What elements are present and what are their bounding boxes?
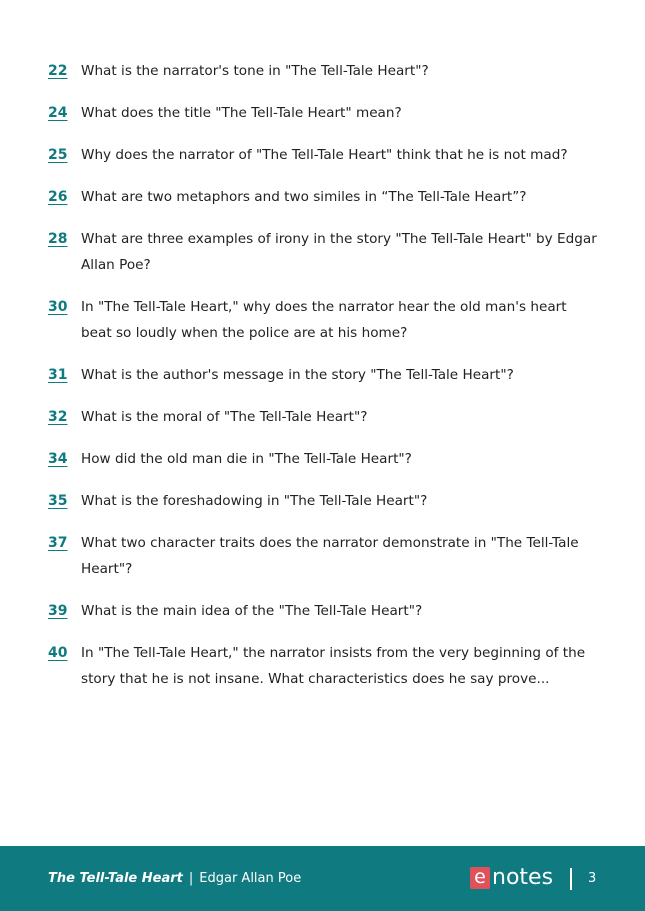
list-item [48, 100, 608, 126]
list-item [48, 640, 608, 692]
question-text: In "The Tell-Tale Heart," the narrator insists from the very beginning of the story that he is not insane. What characteristics does he say prove... [81, 645, 586, 687]
footer-separator: | [188, 871, 194, 886]
question-number-link[interactable]: 34 [48, 451, 68, 467]
question-number-link[interactable]: 24 [48, 105, 68, 121]
question-text: What is the main idea of the "The Tell-Tale Heart"? [81, 603, 423, 619]
footer-divider [570, 868, 572, 890]
question-number-link[interactable]: 40 [48, 645, 68, 661]
question-text: What is the narrator's tone in "The Tell-Tale Heart"? [81, 63, 429, 79]
question-number-link[interactable]: 22 [48, 63, 68, 79]
logo-wordmark: notes [492, 865, 554, 890]
question-text: Why does the narrator of "The Tell-Tale Heart" think that he is not mad? [81, 147, 568, 163]
page-number: 3 [588, 871, 597, 886]
list-item [48, 142, 608, 168]
list-item [48, 446, 608, 472]
list-item [48, 226, 608, 278]
question-text: What does the title "The Tell-Tale Heart" mean? [81, 105, 402, 121]
question-number-link[interactable]: 31 [48, 367, 68, 383]
question-number-link[interactable]: 30 [48, 299, 68, 315]
question-text: In "The Tell-Tale Heart," why does the narrator hear the old man's heart beat so loudly when the police are at his home? [81, 299, 567, 341]
question-number-link[interactable]: 32 [48, 409, 68, 425]
question-text: What is the foreshadowing in "The Tell-Tale Heart"? [81, 493, 428, 509]
author-name: Edgar Allan Poe [199, 871, 302, 886]
footer-citation [48, 870, 301, 888]
list-item [48, 598, 608, 624]
question-number-link[interactable]: 28 [48, 231, 68, 247]
question-number-link[interactable]: 25 [48, 147, 68, 163]
question-number-link[interactable]: 37 [48, 535, 68, 551]
question-number-link[interactable]: 39 [48, 603, 68, 619]
book-title: The Tell-Tale Heart [48, 871, 183, 886]
list-item [48, 58, 608, 84]
question-number-link[interactable]: 26 [48, 189, 68, 205]
page-footer [0, 846, 645, 911]
list-item [48, 362, 608, 388]
list-item [48, 530, 608, 582]
enotes-logo[interactable] [470, 865, 553, 891]
question-text: What two character traits does the narrator demonstrate in "The Tell-Tale Heart"? [81, 535, 579, 577]
question-text: How did the old man die in "The Tell-Tale Heart"? [81, 451, 412, 467]
question-text: What is the author's message in the story "The Tell-Tale Heart"? [81, 367, 514, 383]
logo-e-mark: e [470, 867, 490, 889]
question-text: What are two metaphors and two similes in “The Tell-Tale Heart”? [81, 189, 527, 205]
question-text: What is the moral of "The Tell-Tale Heart"? [81, 409, 368, 425]
question-text: What are three examples of irony in the story "The Tell-Tale Heart" by Edgar Allan Poe? [81, 231, 597, 273]
list-item [48, 294, 608, 346]
question-list [48, 58, 608, 708]
list-item [48, 184, 608, 210]
list-item [48, 488, 608, 514]
question-number-link[interactable]: 35 [48, 493, 68, 509]
list-item [48, 404, 608, 430]
